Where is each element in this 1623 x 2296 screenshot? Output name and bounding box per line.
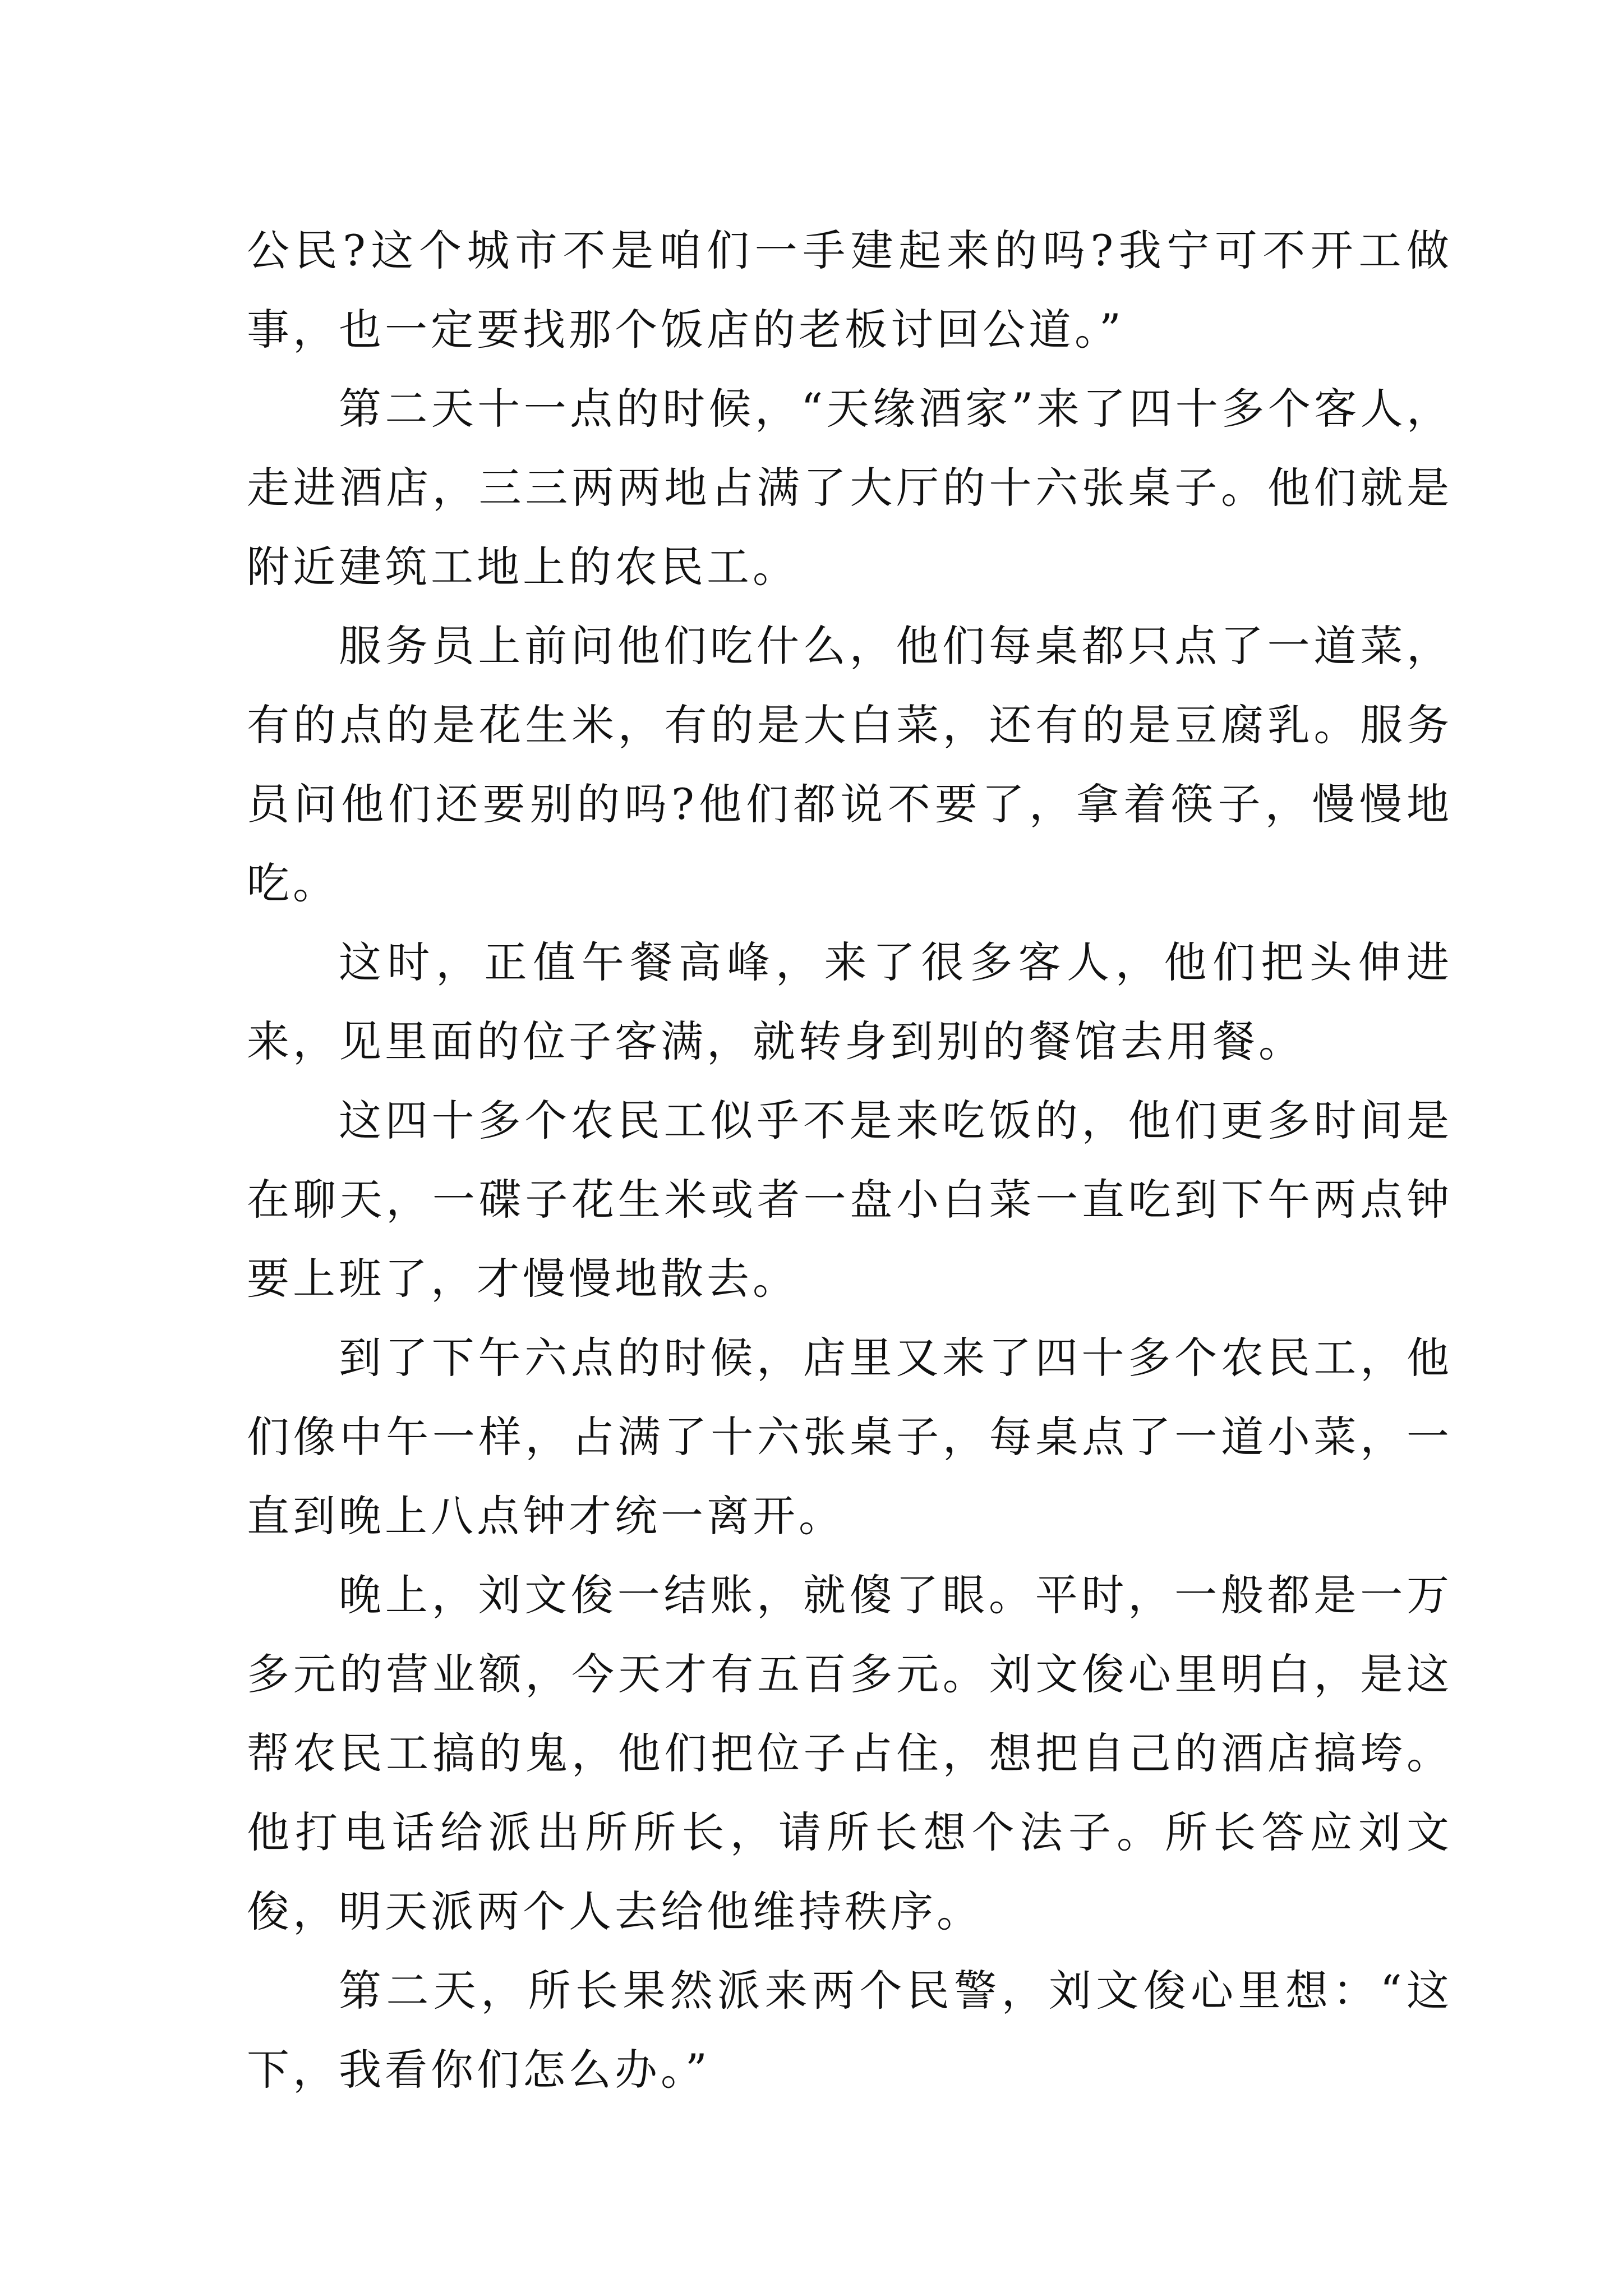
paragraph-8: 第二天，所长果然派来两个民警，刘文俊心里想：“这下，我看你们怎么办。” <box>247 1966 1453 2095</box>
paragraph-5: 这四十多个农民工似乎不是来吃饭的，他们更多时间是在聊天，一碟子花生米或者一盘小白菜一直吃到下午两点钟要上班了，才慢慢地散去。 <box>247 1096 1453 1304</box>
paragraph-6: 到了下午六点的时候，店里又来了四十多个农民工，他们像中午一样，占满了十六张桌子，每桌点了一道小菜，一直到晚上八点钟才统一离开。 <box>247 1333 1453 1541</box>
paragraph-7: 晚上，刘文俊一结账，就傻了眼。平时，一般都是一万多元的营业额，今天才有五百多元。刘文俊心里明白，是这帮农民工搞的鬼，他们把位子占住，想把自己的酒店搞垮。他打电话给派出所所长，请所长想个法子。所长答应刘文俊，明天派两个人去给他维持秩序。 <box>247 1570 1453 1936</box>
body-text <box>247 211 1453 2109</box>
paragraph-1: 公民?这个城市不是咱们一手建起来的吗?我宁可不开工做事，也一定要找那个饭店的老板讨回公道。” <box>247 226 1453 355</box>
paragraph-4: 这时，正值午餐高峰，来了很多客人，他们把头伸进来，见里面的位子客满，就转身到别的餐馆去用餐。 <box>247 937 1453 1066</box>
paragraph-3: 服务员上前问他们吃什么，他们每桌都只点了一道菜，有的点的是花生米，有的是大白菜，还有的是豆腐乳。服务员问他们还要别的吗?他们都说不要了，拿着筷子，慢慢地吃。 <box>247 621 1453 908</box>
paragraph-2: 第二天十一点的时候，“天缘酒家”来了四十多个客人，走进酒店，三三两两地占满了大厅的十六张桌子。他们就是附近建筑工地上的农民工。 <box>247 384 1453 592</box>
